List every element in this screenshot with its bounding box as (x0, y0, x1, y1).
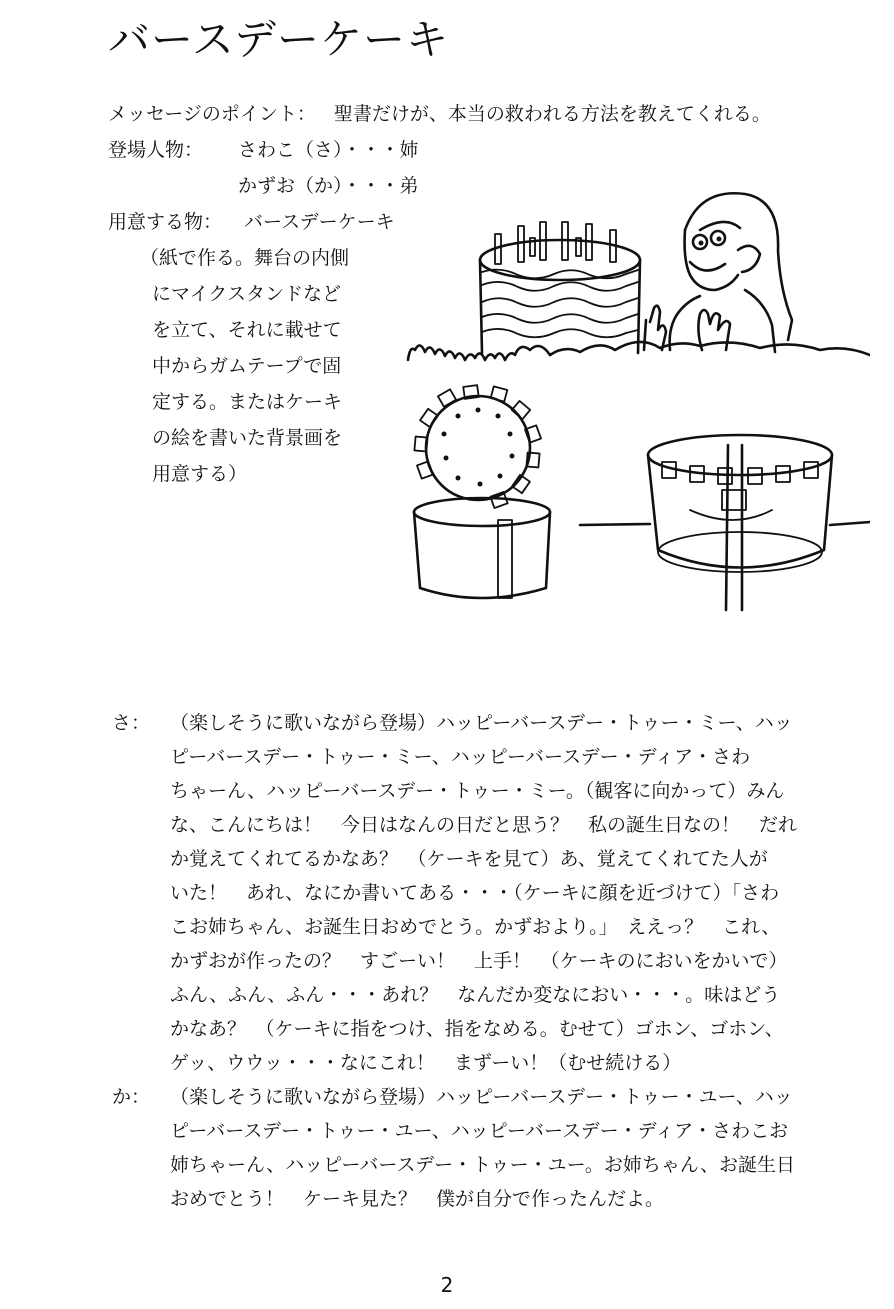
dialogue-line (112, 978, 882, 1012)
props-note-line: 用意する） (152, 463, 248, 485)
round-cake-top-drawing (414, 385, 550, 598)
dialogue-line (112, 808, 882, 842)
dialogue-text: 姉ちゃーん、ハッピーバースデー・トゥー・ユー。お姉ちゃん、お誕生日 (170, 1154, 796, 1176)
dialogue-text: かなあ？ （ケーキに指をつけ、指をなめる。むせて）ゴホン、ゴホン、 (170, 1018, 784, 1040)
dialogue-line (112, 706, 882, 740)
dialogue-text: ピーバースデー・トゥー・ユー、ハッピーバースデー・ディア・さわこお (170, 1120, 789, 1142)
dialogue-line (112, 1012, 882, 1046)
dialogue-text: おめでとう！ ケーキ見た？ 僕が自分で作ったんだよ。 (170, 1188, 665, 1210)
character-sawako: さわこ（さ）・・・姉 (238, 139, 419, 161)
characters-label: 登場人物： (108, 139, 204, 161)
dialogue-text: （楽しそうに歌いながら登場）ハッピーバースデー・トゥー・ミー、ハッ (170, 712, 793, 734)
dialogue-text: ピーバースデー・トゥー・ミー、ハッピーバースデー・ディア・さわ (170, 746, 751, 768)
dialogue-text: ちゃーん、ハッピーバースデー・トゥー・ミー。（観客に向かって）みん (170, 780, 785, 802)
props-note-line: にマイクスタンドなど (152, 283, 342, 305)
dialogue-line (112, 1046, 882, 1080)
dialogue-line (112, 910, 882, 944)
dialogue-text: こお姉ちゃん、お誕生日おめでとう。かずおより。」 ええっ？ これ、 (170, 916, 781, 938)
dialogue-text: か覚えてくれてるかなあ？ （ケーキを見て）あ、覚えてくれてた人が (170, 848, 768, 870)
speaker-label: か： (112, 1086, 151, 1108)
props-note-line: の絵を書いた背景画を (152, 427, 343, 449)
speaker-label: さ： (112, 712, 151, 734)
dialogue-section (112, 706, 882, 1216)
cake-with-candles-drawing (408, 222, 870, 360)
dialogue-line (112, 774, 882, 808)
props-note-line: 定する。またはケーキ (152, 391, 343, 413)
props-label: 用意する物： (108, 211, 223, 233)
dialogue-line (112, 944, 882, 978)
dialogue-text: かずおが作ったの？ すごーい！ 上手！ （ケーキのにおいをかいで） (170, 950, 788, 972)
dialogue-line (112, 740, 882, 774)
props-row (108, 209, 395, 235)
dialogue-text: な、こんにちは！ 今日はなんの日だと思う？ 私の誕生日なの！ だれ (170, 814, 798, 836)
message-point-value: 聖書だけが、本当の救われる方法を教えてくれる。 (333, 103, 771, 125)
dialogue-text: ふん、ふん、ふん・・・あれ？ なんだか変なにおい・・・。味はどう (170, 984, 781, 1006)
props-note-line: （紙で作る。舞台の内側 (140, 247, 350, 269)
dialogue-line (112, 876, 882, 910)
props-note-line: 中からガムテープで固 (152, 355, 342, 377)
birthday-cake-illustration (400, 190, 870, 620)
character-kazuo: かずお（か）・・・弟 (238, 175, 419, 197)
dialogue-text: ゲッ、ウウッ・・・なにこれ！ まずーい！（むせ続ける） (170, 1052, 682, 1074)
props-value: バースデーケーキ (244, 211, 395, 233)
cake-stand-drawing (580, 435, 870, 610)
dialogue-text: いた！ あれ、なにか書いてある・・・（ケーキに顔を近づけて）「さわ (170, 882, 780, 904)
dialogue-line (112, 1182, 882, 1216)
dialogue-line (112, 842, 882, 876)
dialogue-line (112, 1148, 882, 1182)
dialogue-text: （楽しそうに歌いながら登場）ハッピーバースデー・トゥー・ユー、ハッ (170, 1086, 793, 1108)
dialogue-line (112, 1080, 882, 1114)
page-title: バースデーケーキ (108, 15, 450, 64)
girl-drawing (644, 193, 792, 352)
dialogue-line (112, 1114, 882, 1148)
message-point-label: メッセージのポイント： (108, 103, 316, 125)
page-number: 2 (440, 1273, 454, 1297)
message-point-row (108, 101, 771, 127)
props-note-line: を立て、それに載せて (152, 319, 342, 341)
